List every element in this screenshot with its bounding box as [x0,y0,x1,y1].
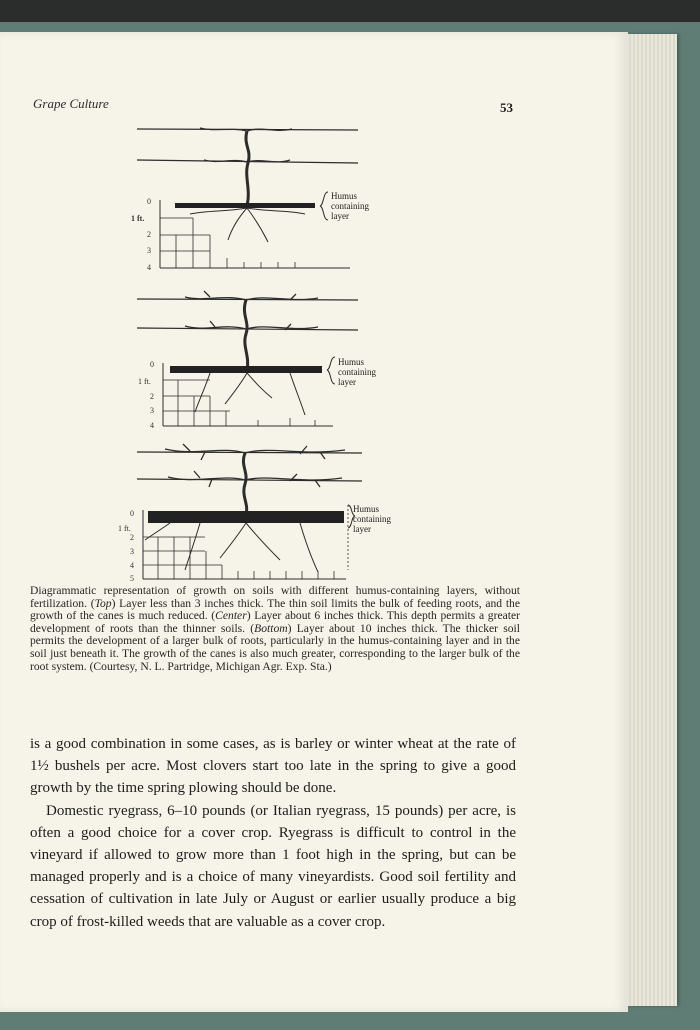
caption-emphasis: Center [215,609,247,623]
layer-label: layer [353,524,371,534]
humus-layer-bar [170,366,322,373]
depth-label: 4 [130,561,134,570]
depth-label: 4 [150,421,154,430]
depth-label: 4 [147,263,151,272]
depth-label: 3 [130,547,134,556]
depth-label: 1 ft. [138,377,151,386]
depth-label: 1 ft. [118,524,131,533]
humus-layer-bar [175,203,315,208]
layer-label: layer [331,211,349,221]
depth-label: 2 [150,392,154,401]
paragraph: is a good combination in some cases, as is barley or winter wheat at the rate of 1½ bushels per acre. Most clovers start too late in the spring to give a good growth by the time spring plowing should be done. [30,736,516,797]
body-text [30,733,516,933]
depth-label: 0 [150,360,154,369]
vine-trunk [244,300,247,370]
depth-label: 3 [147,246,151,255]
vine-roots [195,373,305,415]
layer-label: containing [331,201,369,211]
trellis-wire [137,129,358,130]
diagram-bottom [137,444,362,579]
depth-label: 2 [130,533,134,542]
layer-label: layer [338,377,356,387]
layer-label: Humus [338,357,365,367]
running-head: Grape Culture [33,96,109,111]
depth-label: 1 ft. [131,214,145,223]
vine-trunk [246,131,249,205]
vine-canes [185,291,318,330]
caption-emphasis: Top [94,596,112,610]
depth-label: 0 [130,509,134,518]
depth-label: 0 [147,197,151,206]
layer-label: containing [338,367,376,377]
figure-caption: Diagrammatic representation of growth on soils with different humus-containing layers, without fertilization. (Top) Layer less than 3 inches thick. The thin soil limits the bulk of feeding roots, and the growth of the canes is much reduced. (Center) Layer about 6 inches thick. This depth permits a greater development of roots than the thinner soils. (Bottom) Layer about 10 inches thick. The thicker soil permits the development of a larger bulk of roots, particularly in the humus-containing layer and in the soil just beneath it. The growth of the canes is also much greater, corresponding to the larger bulk of the root system. (Courtesy, N. L. Partridge, Michigan Agr. Exp. Sta.) [30,584,520,673]
diagram-center [137,291,358,426]
diagram-top [137,128,358,268]
caption-emphasis: Bottom [254,621,288,635]
depth-label: 2 [147,230,151,239]
vine-trunk [243,453,246,514]
page-number: 53 [500,100,513,115]
layer-label: Humus [353,504,380,514]
layer-label: Humus [331,191,358,201]
humus-layer-bar [148,511,344,523]
vine-roots [190,208,305,242]
layer-label: containing [353,514,391,524]
depth-label: 3 [150,406,154,415]
depth-label: 5 [130,574,134,583]
paragraph: Domestic ryegrass, 6–10 pounds (or Italian ryegrass, 15 pounds) per acre, is often a good choice for a cover crop. Ryegrass is difficult to control in the vineyard if allowed to grow more than 1 foot high in the spring, but can be managed properly and is a choice of many vineyardists. Good soil fertility and cessation of cultivation in late July or August or earlier usually produce a big crop of frost-killed weeds that are valuable as a cover crop. [30,802,516,930]
